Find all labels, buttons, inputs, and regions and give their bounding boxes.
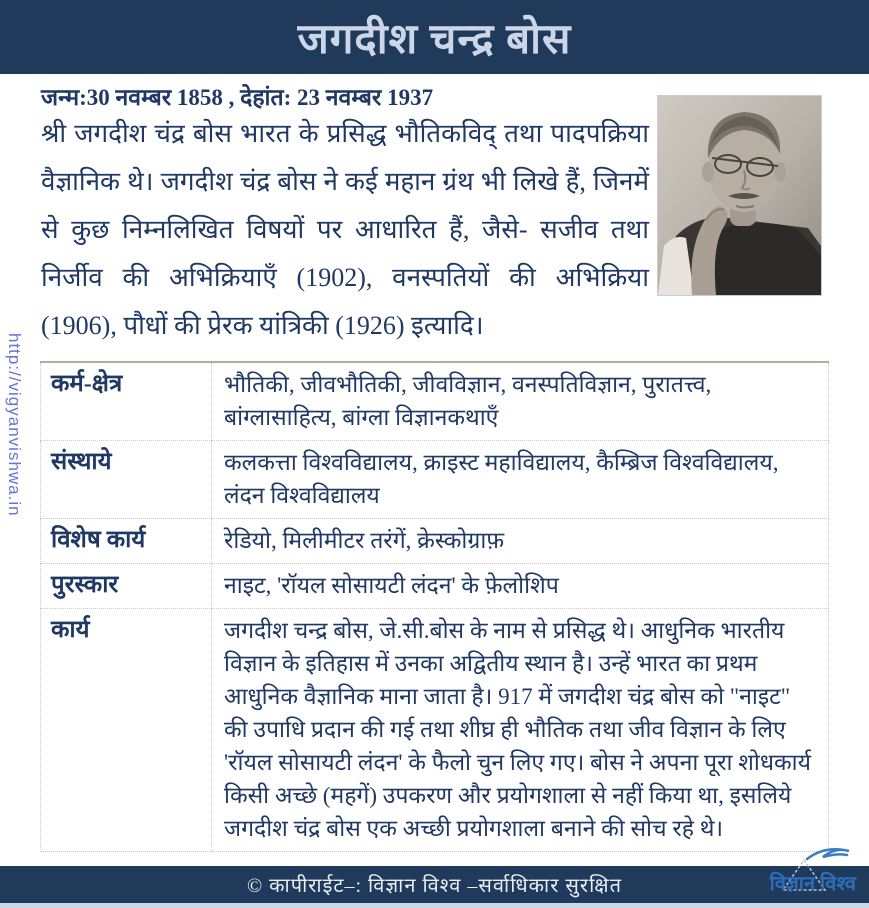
table-row bbox=[41, 609, 829, 852]
row-value: भौतिकी, जीवभौतिकी, जीवविज्ञान, वनस्पतिविज्ञान, पुरातत्त्व, बांग्लासाहित्य, बांग्ला विज्ञानकथाएँ bbox=[212, 362, 829, 441]
row-value: नाइट, 'रॉयल सोसायटी लंदन' के फ़ेलोशिप bbox=[212, 564, 829, 609]
table-row bbox=[41, 362, 829, 441]
page-title: जगदीश चन्द्र बोस bbox=[297, 16, 572, 63]
birth-death-line: जन्म:30 नवम्बर 1858 , देहांत: 23 नवम्बर 1937 bbox=[41, 85, 434, 110]
row-label: कर्म-क्षेत्र bbox=[41, 362, 212, 441]
row-value: रेडियो, मिलीमीटर तरंगें, क्रेस्कोग्राफ़ bbox=[212, 519, 829, 564]
footer-band bbox=[0, 866, 869, 903]
row-label: संस्थाये bbox=[41, 441, 212, 519]
site-logo[interactable]: विज्ञान विश्व bbox=[769, 873, 856, 895]
row-label: विशेष कार्य bbox=[41, 519, 212, 564]
copyright-text: © कापीराईट–: विज्ञान विश्व –सर्वाधिकार सुरक्षित bbox=[246, 875, 623, 897]
intro-text: श्री जगदीश चंद्र बोस भारत के प्रसिद्ध भौतिकविद् तथा पादपक्रिया वैज्ञानिक थे। जगदीश चंद्र बोस ने कई महान ग्रंथ भी लिखे हैं, जिनमें से कुछ निम्नलिखित विषयों पर आधारित हैं, जैसे- सजीव तथा निर्जीव की अभिक्रियाएँ (1902), वनस्पतियों की अभिक्रिया (1906), पौधों की प्रेरक यांत्रिकी (1926) इत्यादि। bbox=[41, 119, 649, 340]
site-url-link[interactable]: http://vigyanvishwa.in bbox=[5, 333, 24, 517]
table-row bbox=[41, 564, 829, 609]
bottom-strip bbox=[0, 903, 869, 908]
row-value: जगदीश चन्द्र बोस, जे.सी.बोस के नाम से प्रसिद्ध थे। आधुनिक भारतीय विज्ञान के इतिहास में उनका अद्वितीय स्थान है। उन्हें भारत का प्रथम आधुनिक वैज्ञानिक माना जाता है। 917 में जगदीश चंद्र बोस को "नाइट" की उपाधि प्रदान की गई तथा शीघ्र ही भौतिक तथा जीव विज्ञान के लिए 'रॉयल सोसायटी लंदन' के फैलो चुन लिए गए। बोस ने अपना पूरा शोधकार्य किसी अच्छे (महगें) उपकरण और प्रयोगशाला से नहीं किया था, इसलिये जगदीश चंद्र बोस एक अच्छी प्रयोगशाला बनाने की सोच रहे थे। bbox=[212, 609, 829, 852]
table-row bbox=[41, 441, 829, 519]
photo-wrap-spacer bbox=[649, 110, 831, 302]
header-band bbox=[0, 0, 869, 74]
table-row bbox=[41, 519, 829, 564]
info-table bbox=[40, 361, 829, 852]
row-label: कार्य bbox=[41, 609, 212, 852]
intro-paragraph bbox=[41, 110, 831, 350]
row-label: पुरस्कार bbox=[41, 564, 212, 609]
row-value: कलकत्ता विश्वविद्यालय, क्राइस्ट महाविद्यालय, कैम्ब्रिज विश्वविद्यालय, लंदन विश्वविद्यालय bbox=[212, 441, 829, 519]
